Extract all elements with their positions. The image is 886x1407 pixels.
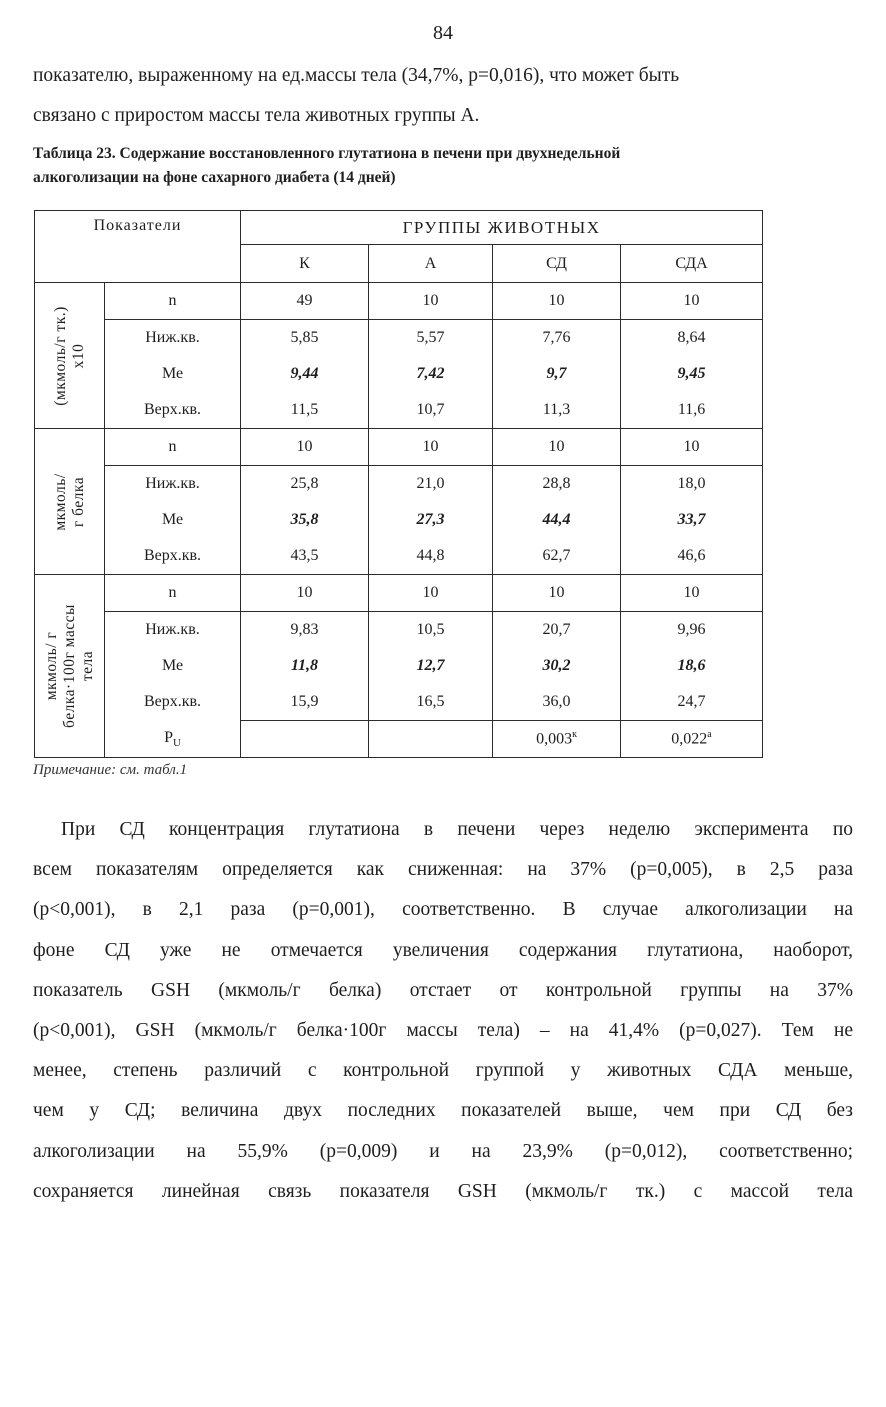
pu-label-sub: U [172,736,181,749]
value-cell [241,575,369,612]
value-cell [241,392,369,429]
value-cell [621,320,763,357]
table-row [35,392,763,429]
row-label: n [105,283,241,320]
table-row [35,538,763,575]
value-cell [493,538,621,575]
table-row [35,684,763,721]
intro-line: связано с приростом массы тела животных группы А. [33,105,480,126]
cell-value: 62,7 [542,547,571,564]
cell-value: 35,8 [290,511,319,528]
cell-value: 16,5 [416,693,445,710]
pu-cell [369,721,493,758]
cell-value: 10 [548,584,565,601]
cell-value: 25,8 [290,475,319,492]
table-caption [33,142,853,190]
value-cell [369,429,493,466]
cell-value: 9,45 [677,365,706,382]
pu-value: 0,022 [671,730,708,748]
caption-line: Таблица 23. Содержание восстановленного глутатиона в печени при двухнедельной [33,145,621,162]
pu-value: 0,003 [536,730,573,748]
group-header: СД [493,245,621,283]
cell-value: 10 [422,292,439,309]
cell-value: 43,5 [290,547,319,564]
pu-cell [493,721,621,758]
caption-line: алкоголизации на фоне сахарного диабета (14 дней) [33,169,396,186]
value-cell [241,429,369,466]
value-cell [369,283,493,320]
page-number: 84 [433,22,453,44]
cell-value: 30,2 [542,657,571,674]
cell-value: 11,6 [677,401,706,418]
paragraph-line: (p<0,001), GSH (мкмоль/г белка·100г массы тела) – на 41,4% (p=0,027). Тем не [33,1020,853,1042]
value-cell [493,429,621,466]
paragraph-line: алкоголизации на 55,9% (p=0,009) и на 23,9% (p=0,012), соответственно; [33,1140,853,1162]
cell-value: 5,85 [290,329,319,346]
value-cell [369,575,493,612]
cell-value: 10 [683,292,700,309]
paragraph-line: чем у СД; величина двух последних показателей выше, чем при СД без [33,1100,853,1122]
group-header: А [369,245,493,283]
cell-value: 20,7 [542,621,571,638]
cell-value: 9,44 [290,365,319,382]
unit-label-line: мкмоль/ г [42,631,60,701]
pu-label: P [164,728,173,746]
value-cell [621,466,763,503]
value-cell [493,356,621,392]
value-cell [369,466,493,503]
cell-value: 7,76 [542,329,571,346]
value-cell [369,684,493,721]
table-row-pu [35,721,763,758]
group-header: СДА [621,245,763,283]
value-cell [241,684,369,721]
pu-sup: к [572,729,577,741]
cell-value: 33,7 [677,511,706,528]
cell-value: 18,0 [677,475,706,492]
cell-value: 12,7 [416,657,445,674]
value-cell [621,648,763,684]
row-label: Ниж.кв. [105,466,241,503]
paragraph-line: всем показателям определяется как сниженная: на 37% (p=0,005), в 2,5 раза [33,859,853,881]
unit-label [35,283,105,429]
paragraph-line: (p<0,001), в 2,1 раза (p=0,001), соответственно. В случае алкоголизации на [33,899,853,921]
pu-sup: а [707,729,712,741]
value-cell [493,466,621,503]
value-cell [241,320,369,357]
cell-value: 5,57 [416,329,445,346]
cell-value: 10 [548,438,565,455]
cell-value: 46,6 [677,547,706,564]
cell-value: 10 [683,584,700,601]
cell-value: 10 [548,292,565,309]
cell-value: 15,9 [290,693,319,710]
cell-value: 9,83 [290,621,319,638]
intro-text [33,56,853,136]
value-cell [493,320,621,357]
unit-label-line: x10 [69,343,87,368]
pu-cell [241,721,369,758]
row-label: Ме [105,502,241,538]
cell-value: 10 [296,584,313,601]
table-row [35,466,763,503]
cell-value: 10 [422,438,439,455]
row-label: n [105,575,241,612]
row-label: Верх.кв. [105,538,241,575]
value-cell [241,538,369,575]
value-cell [369,392,493,429]
value-cell [241,466,369,503]
table-row [35,320,763,357]
value-cell [493,648,621,684]
unit-label [35,575,105,758]
cell-value: 21,0 [416,475,445,492]
value-cell [621,612,763,649]
row-label: Верх.кв. [105,684,241,721]
cell-value: 44,8 [416,547,445,564]
glutathione-table [34,210,763,758]
intro-line: показателю, выраженному на ед.массы тела (34,7%, p=0,016), что может быть [33,65,680,86]
header-indicators: Показатели [35,211,241,283]
unit-label-line: г белка [69,476,87,527]
value-cell [621,502,763,538]
value-cell [241,502,369,538]
value-cell [493,392,621,429]
cell-value: 28,8 [542,475,571,492]
paragraph-line: сохраняется линейная связь показателя GSH (мкмоль/г тк.) с массой тела [33,1180,853,1202]
table-row [35,575,763,612]
paragraph-line: показатель GSH (мкмоль/г белка) отстает от контрольной группы на 37% [33,979,853,1001]
value-cell [369,648,493,684]
value-cell [369,538,493,575]
cell-value: 11,8 [290,657,319,674]
row-label: Ниж.кв. [105,612,241,649]
table-row [35,356,763,392]
cell-value: 49 [296,292,313,309]
row-label: n [105,429,241,466]
row-label: Ниж.кв. [105,320,241,357]
value-cell [241,356,369,392]
paragraph-line: фоне СД уже не отмечается увеличения содержания глутатиона, наоборот, [33,939,853,961]
value-cell [493,612,621,649]
cell-value: 10,5 [416,621,445,638]
table-note: Примечание: см. табл.1 [33,762,188,778]
value-cell [369,612,493,649]
value-cell [621,538,763,575]
table-row [35,502,763,538]
cell-value: 8,64 [677,329,706,346]
cell-value: 44,4 [542,511,571,528]
cell-value: 9,96 [677,621,706,638]
table-row [35,429,763,466]
value-cell [621,283,763,320]
paragraph-line: При СД концентрация глутатиона в печени через неделю эксперимента по [61,819,853,840]
row-label: Ме [105,356,241,392]
value-cell [493,502,621,538]
cell-value: 27,3 [416,511,445,528]
row-label: Ме [105,648,241,684]
table-row [35,283,763,320]
value-cell [493,283,621,320]
pu-cell [621,721,763,758]
cell-value: 11,5 [290,401,319,418]
cell-value: 10 [296,438,313,455]
value-cell [241,648,369,684]
unit-label [35,429,105,575]
unit-label-line: тела [78,650,96,682]
value-cell [241,283,369,320]
group-header: К [241,245,369,283]
table-row [35,612,763,649]
value-cell [241,612,369,649]
value-cell [369,320,493,357]
cell-value: 10 [683,438,700,455]
value-cell [621,392,763,429]
unit-label-line: (мкмоль/г тк.) [51,305,69,406]
row-label: Верх.кв. [105,392,241,429]
cell-value: 10,7 [416,401,445,418]
value-cell [369,356,493,392]
value-cell [621,429,763,466]
value-cell [621,356,763,392]
value-cell [369,502,493,538]
value-cell [621,684,763,721]
paragraph-line: менее, степень различий с контрольной группой у животных СДА меньше, [33,1060,853,1082]
value-cell [493,575,621,612]
body-paragraph [33,810,853,1212]
header-groups: ГРУППЫ ЖИВОТНЫХ [241,211,763,245]
cell-value: 10 [422,584,439,601]
cell-value: 7,42 [416,365,445,382]
cell-value: 24,7 [677,693,706,710]
table-row [35,648,763,684]
cell-value: 11,3 [542,401,571,418]
value-cell [493,684,621,721]
value-cell [621,575,763,612]
unit-label-line: мкмоль/ [51,472,69,531]
cell-value: 18,6 [677,657,706,674]
unit-label-line: белка·100г массы [60,604,78,728]
row-label-pu [105,721,241,758]
cell-value: 9,7 [546,365,567,382]
cell-value: 36,0 [542,693,571,710]
